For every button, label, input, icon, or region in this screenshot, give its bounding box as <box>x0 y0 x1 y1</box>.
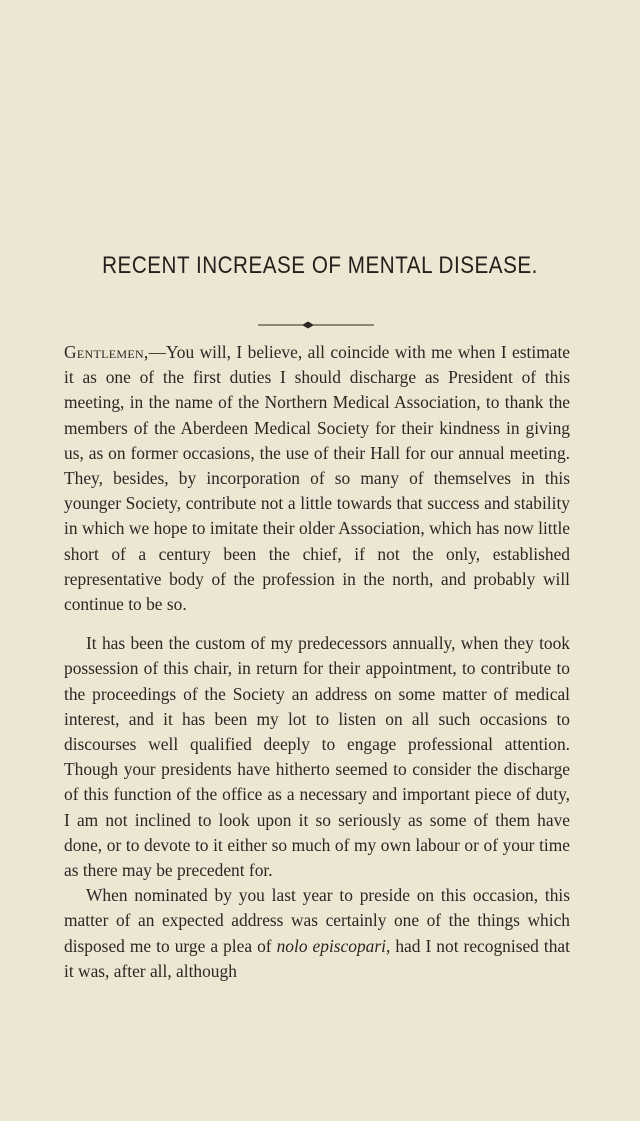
paragraph-3-text-before: When nominated by you last year to preside on this occasion, this matter of an expected address was certainly one of the things which disposed me to urge a plea of <box>64 885 570 956</box>
latin-phrase: nolo episcopari <box>276 935 386 956</box>
paragraph-2: It has been the custom of my predecessors annually, when they took possession of this chair, in return for their appointment, to contribute to the proceedings of the Society an address on some matter of medical interest, and it has been my lot to listen on all such occasions to discourses well qualified deeply to engage professional attention. Though your presidents have hitherto seemed to consider the discharge of this function of the office as a necessary and important piece of duty, I am not inclined to look upon it so seriously as some of them have done, or to devote to it either so much of my own labour or of your time as there may be precedent for. <box>64 633 570 881</box>
paragraph-1-text: —You will, I believe, all coincide with me when I estimate it as one of the first duties I should discharge as President of this meeting, in the name of the Northern Medical Association, to thank the members of the Aberdeen Medical Society for their kindness in giving us, as on former occasions, the use of their Hall for our annual meeting. They, besides, by incorporation of so many of themselves in this younger Society, contribute not a little towards that success and stability in which we hope to imitate their older Association, which has now little short of a century been the chief, if not the only, established representative body of the profession in the north, and probably will continue to be so. <box>64 342 570 615</box>
body-text <box>64 340 570 984</box>
paragraph-3 <box>64 883 570 984</box>
ornamental-divider-icon <box>258 319 374 331</box>
salutation: Gentlemen, <box>64 342 149 362</box>
paragraph-3-text-after: , had I not recognised that it was, after all, although <box>64 935 570 981</box>
chapter-title: RECENT INCREASE OF MENTAL DISEASE. <box>102 252 538 279</box>
paragraph-1 <box>64 340 570 617</box>
